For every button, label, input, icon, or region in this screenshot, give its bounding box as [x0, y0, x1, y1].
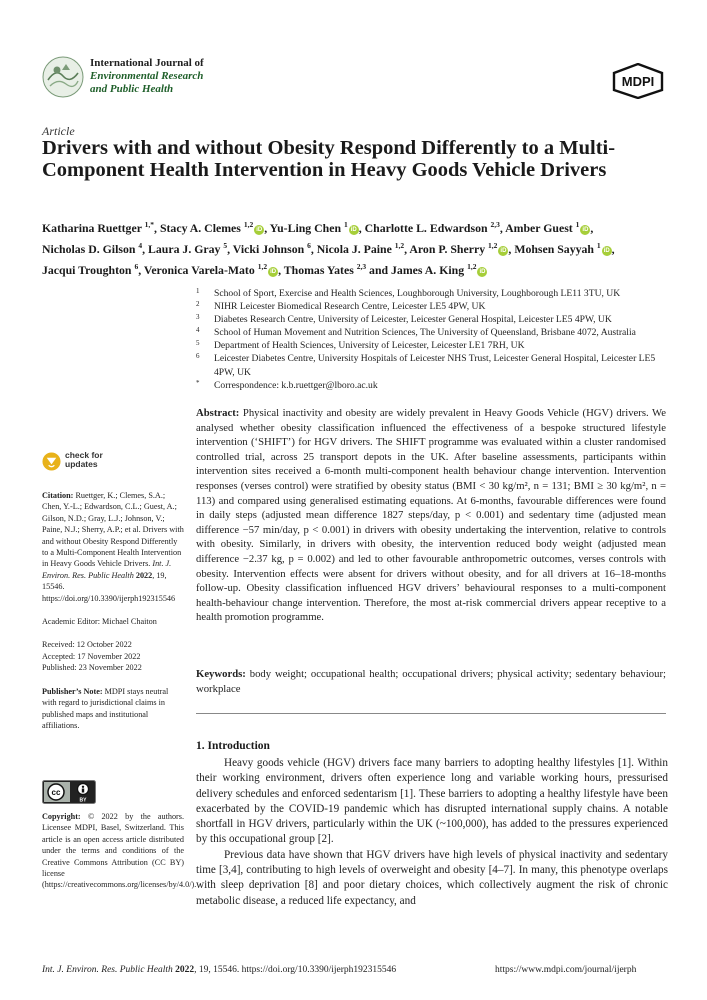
correspondence: * Correspondence: k.b.ruettger@lboro.ac.uk — [196, 378, 378, 391]
journal-name — [90, 57, 204, 96]
received-date: Received: 12 October 2022 — [42, 640, 132, 650]
footer-citation: Int. J. Environ. Res. Public Health 2022, 19, 15546. https://doi.org/10.3390/ijerph192315546 — [42, 965, 397, 975]
introduction-body — [196, 756, 668, 909]
orcid-icon[interactable]: iD — [350, 227, 357, 233]
journal-name-line2: Environmental Research — [90, 70, 204, 82]
keywords-text: body weight; occupational health; occupational drivers; physical activity; sedentary behaviour; workplace — [196, 668, 667, 695]
keywords — [196, 667, 666, 696]
abstract-label: Abstract: — [196, 407, 240, 419]
abstract-text: Physical inactivity and obesity are widely prevalent in Heavy Goods Vehicle (HGV) drivers. We analysed whether obesity classification influenced the effectiveness of a bespoke structured lifestyle intervention (‘SHIFT’) for HGV drivers. The SHIFT programme was evaluated within a cluster randomised controlled trial, across 25 transport depots in the UK. After baseline assessments, participants within intervention sites received a 6-month multi-component health behaviour change intervention. Intervention responses (verses control) were stratified by obesity status (BMI < 30 kg/m², n = 131; BMI ≥ 30 kg/m², n = 113) and compared using generalised estimating equations. At 6-months, favourable differences were found in daily steps (adjusted mean difference 1827 steps/day, p < 0.001) and sedentary time (adjusted mean difference −57 min/day, p < 0.001) in drivers with obesity undertaking the intervention, relative to controls with obesity. Similarly, in drivers with obesity, the intervention reduced body weight (adjusted mean difference −2.37 kg, p = 0.002) and led to other favourable anthropometric outcomes, verses controls with obesity. Intervention effects were absent for drivers without obesity, and for all drivers at 16–18-months follow-up. Obesity classification influenced HGV drivers’ behavioural responses to a multi-component health-behaviour change intervention. Therefore, the most at-risk commercial drivers appear receptive to a health promotion programme. — [196, 407, 667, 624]
svg-text:cc: cc — [51, 788, 61, 797]
journal-name-line3: and Public Health — [90, 83, 174, 95]
mdpi-logo-icon — [612, 63, 664, 99]
academic-editor: Academic Editor: Michael Chaiton — [42, 617, 157, 627]
affiliation-item: 6 Leicester Diabetes Centre, University Hospitals of Leicester NHS Trust, Leicester General Hospital, Leicester LE5 4PW, UK — [196, 352, 656, 378]
section-heading: 1. Introduction — [196, 740, 270, 752]
orcid-icon[interactable]: iD — [603, 248, 610, 254]
affiliations — [196, 287, 666, 392]
article-type: Article — [42, 124, 75, 138]
footer-journal-url[interactable]: https://www.mdpi.com/journal/ijerph — [495, 965, 637, 975]
affiliation-item: 5 Department of Health Sciences, University of Leicester, Leicester LE1 7RH, UK — [196, 339, 525, 352]
author-line: Jacqui Troughton $^6$, Veronica Varela-Mato $^{1,2}$iD , Thomas Yates $^{2,3}$ and James A. King $^{1,2}$iD — [42, 262, 486, 277]
cc-by-license-icon[interactable] — [42, 780, 96, 804]
mdpi-logo-text: MDPI — [621, 74, 655, 89]
accepted-date: Accepted: 17 November 2022 — [42, 651, 141, 661]
orcid-icon[interactable]: iD — [479, 269, 486, 275]
journal-logo-icon — [42, 56, 84, 98]
author-line: Katharina Ruettger $^{1,*}$, Stacy A. Clemes $^{1,2}$iD , Yu-Ling Chen $^1$iD , Charlotte L. Edwardson $^{2,3}$, Amber Guest $^1$iD , — [42, 220, 594, 235]
orcid-icon[interactable]: iD — [500, 248, 507, 254]
journal-name-line1: International Journal of — [90, 57, 204, 69]
affiliation-item: 4 School of Human Movement and Nutrition Sciences, The University of Queensland, Brisbane 4072, Australia — [196, 326, 636, 339]
check-for-updates-label[interactable]: check for updates — [65, 450, 103, 469]
check-for-updates-icon[interactable] — [42, 452, 61, 471]
orcid-icon[interactable]: iD — [582, 227, 589, 233]
copyright-notice: Copyright: © 2022 by the authors. Licensee MDPI, Basel, Switzerland. This article is an open access article distributed under the terms and conditions of the Creative Commons Attribution (CC BY) license (https://creativecommons.org/licenses/by/4.0/). — [42, 812, 197, 890]
paragraph: Heavy goods vehicle (HGV) drivers face many barriers to adopting healthy lifestyles [1]. Within their working environment, drivers often experience long and variable working hours, pressurised delivery schedules and enforced sedentarism [1]. These barriers to adopting a healthy lifestyle have been exacerbated by the COVID-19 pandemic which has disrupted international supply chains. A notable shortfall in HGV drivers, particularly within the UK (~100,000), has added to the pressures experienced by this occupational group [2]. — [196, 757, 668, 846]
author-line: Nicholas D. Gilson $^4$, Laura J. Gray $^5$, Vicki Johnson $^6$, Nicola J. Paine $^{1,2}$, Aron P. Sherry $^{1,2}$iD , Mohsen Sayyah $^1$iD , — [42, 241, 615, 256]
orcid-icon[interactable]: iD — [270, 269, 277, 275]
section-divider — [196, 713, 666, 714]
article-title: Drivers with and without Obesity Respond Differently to a Multi-Component Health Intervention in Heavy Goods Vehicle Drivers — [42, 137, 616, 181]
orcid-icon[interactable]: iD — [256, 227, 263, 233]
sidebar-metadata — [42, 490, 184, 731]
svg-text:BY: BY — [79, 797, 87, 804]
affiliation-item: 3 Diabetes Research Centre, University of Leicester, Leicester General Hospital, Leicester LE5 4PW, UK — [196, 313, 612, 326]
keywords-label: Keywords: — [196, 668, 246, 680]
publisher-note: Publisher’s Note: MDPI stays neutral with regard to jurisdictional claims in published maps and institutional affiliations. — [42, 686, 169, 730]
affiliation-item: 1 School of Sport, Exercise and Health Sciences, Loughborough University, Loughborough LE11 3TU, UK — [196, 287, 621, 299]
author-list — [42, 216, 667, 279]
abstract — [196, 406, 666, 625]
affiliation-item: 2 NIHR Leicester Biomedical Research Centre, Leicester LE5 4PW, UK — [196, 300, 486, 313]
citation: Citation: Ruettger, K.; Clemes, S.A.; Chen, Y.-L.; Edwardson, C.L.; Guest, A.; Gilson, N.D.; Gray, L.J.; Johnson, V.; Paine, N.J.; Sherry, A.P.; et al. Drivers with and without Obesity Respond Differently to a Multi-Component Health Intervention in Heavy Goods Vehicle Drivers. Int. J. Environ. Res. Public Health 2022, 19, 15546. https://doi.org/10.3390/ijerph192315546 — [42, 491, 184, 603]
published-date: Published: 23 November 2022 — [42, 663, 142, 673]
paragraph: Previous data have shown that HGV drivers have high levels of physical inactivity and sedentary time [3,4], contributing to high levels of overweight and obesity [4–7]. In many, this phenotype overlaps with sleep deprivation [8] and poor dietary choices, which collectively augment the risk of chronic metabolic disease, a reduced life expectancy, and — [196, 848, 668, 907]
